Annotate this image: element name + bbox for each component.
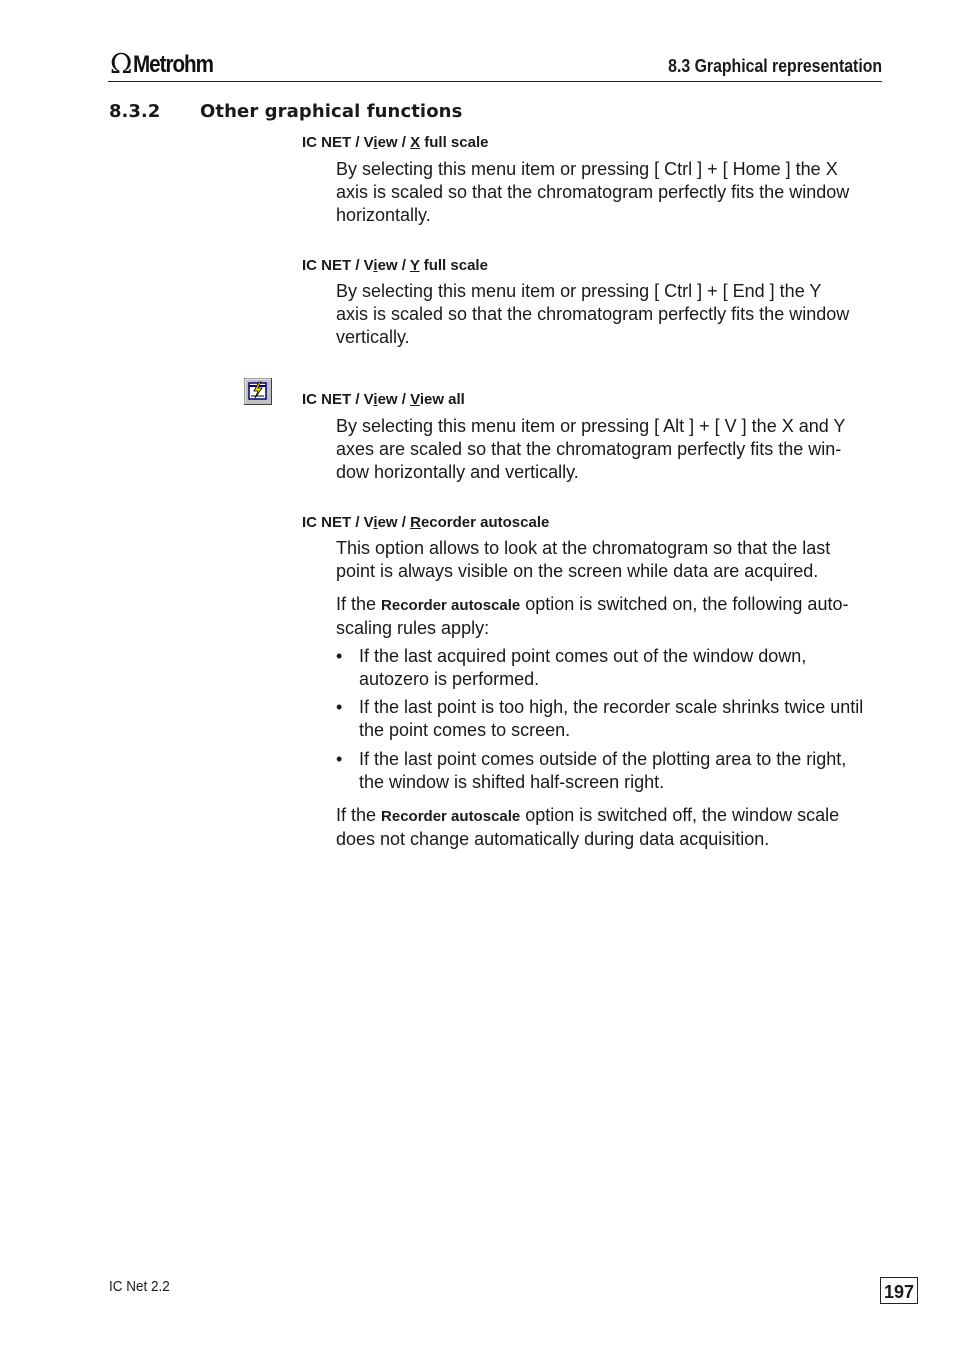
recorder-autoscale-description: This option allows to look at the chromatogram so that the last point is always visible on the screen while data are acquired. <box>336 538 831 581</box>
view-all-toolbar-icon <box>244 378 272 405</box>
autoscale-on-paragraph: If the Recorder autoscale option is switched on, the following auto- scaling rules apply: <box>336 594 849 638</box>
running-header-section: 8.3 Graphical representation <box>668 56 882 76</box>
menu-path-view-all: IC NET / View / View all <box>302 391 465 408</box>
list-item: • If the last point comes outside of the plotting area to the right, the window is shifted half-screen right. <box>336 749 847 792</box>
header-divider <box>108 81 882 82</box>
section-title: Other graphical functions <box>200 101 463 122</box>
menu-path-x-full-scale: IC NET / View / X full scale <box>302 134 489 151</box>
menu-path-recorder-autoscale: IC NET / View / Recorder autoscale <box>302 514 550 531</box>
x-full-scale-description: By selecting this menu item or pressing [ Ctrl ] + [ Home ] the X axis is scaled so that the chromatogram perfectly fits the window horizontally. <box>336 159 850 225</box>
footer-product-name: IC Net 2.2 <box>109 1278 170 1295</box>
metrohm-logo <box>110 51 226 79</box>
recorder-autoscale-keyword: Recorder autoscale <box>381 597 521 614</box>
recorder-autoscale-keyword: Recorder autoscale <box>381 808 521 825</box>
bullet-icon: • <box>336 646 343 666</box>
bullet-icon: • <box>336 697 343 717</box>
list-item: • If the last point is too high, the recorder scale shrinks twice until the point comes to screen. <box>336 697 864 740</box>
autoscale-off-paragraph: If the Recorder autoscale option is switched off, the window scale does not change automatically during data acquisition. <box>336 805 840 849</box>
menu-path-y-full-scale: IC NET / View / Y full scale <box>302 257 488 274</box>
view-all-description: By selecting this menu item or pressing [ Alt ] + [ V ] the X and Y axes are scaled so that the chromatogram perfectly fits the win- dow horizontally and vertically. <box>336 416 846 482</box>
bullet-icon: • <box>336 749 343 769</box>
list-item: • If the last acquired point comes out of the window down, autozero is performed. <box>336 646 807 689</box>
logo-text: Metrohm <box>133 51 214 78</box>
page-number: 197 <box>880 1277 918 1304</box>
omega-logo-icon: Ω <box>110 49 133 80</box>
y-full-scale-description: By selecting this menu item or pressing [ Ctrl ] + [ End ] the Y axis is scaled so that the chromatogram perfectly fits the window vertically. <box>336 281 850 347</box>
section-number: 8.3.2 <box>109 101 161 122</box>
